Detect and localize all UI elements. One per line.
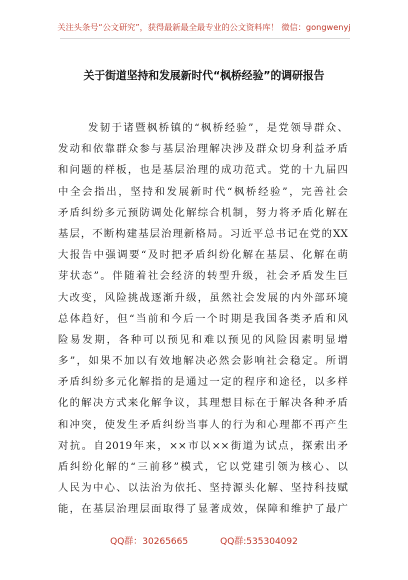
footer-qq-group-1: QQ群：30265665 [110,537,189,547]
body-line: 芽状态”。伴随着社会经济的转型升级，社会矛盾发生巨 [58,270,348,283]
body-line: 矛盾纠纷多元预防调处化解综合机制，努力将矛盾化解在 [58,206,348,219]
body-line: 中全会指出，坚持和发展新时代“枫桥经验”，完善社会 [58,185,348,198]
header-divider [60,38,350,39]
body-line: 能，在基层治理层面取得了显著成效，保障和维护了最广 [58,503,348,516]
body-line: 发动和依靠群众参与基层治理解决涉及群众切身利益矛盾 [58,143,348,156]
page-header-banner: 关注头条号“公文研究”，获得最新最全最专业的公文资料库！ 微信：gongwenyj [57,22,351,32]
body-line: 发韧于诸暨枫桥镇的“枫桥经验”，是党领导群众、 [88,122,348,134]
body-line: 和问题的样板，也是基层治理的成功范式。党的十九届四 [58,164,348,177]
body-line: 大改变，风险挑战逐渐升级，虽然社会发展的内外部环境 [58,291,348,304]
body-line: 和冲突，使发生矛盾纠纷当事人的行为和心理都不再产生 [58,418,348,431]
page-footer [0,534,408,547]
body-line: 化的解决方式来化解争议，其理想目标在于解决各种矛盾 [58,397,348,410]
body-line: 基层，不断构建基层治理新格局。习近平总书记在党的XX [58,227,348,240]
body-line: 大报告中强调要“及时把矛盾纠纷化解在基层、化解在萌 [58,249,348,262]
body-line: 矛盾纠纷多元化解指的是通过一定的程序和途径，以多样 [58,376,348,389]
document-title: 关于街道坚持和发展新时代“枫桥经验”的调研报告 [83,69,325,82]
body-line: 多”，如果不加以有效地解决必然会影响社会稳定。所谓 [58,355,348,368]
footer-qq-group-2: QQ群:535304092 [220,537,298,547]
body-line: 盾纠纷化解的“三前移”模式，它以党建引领为核心、以 [58,461,348,473]
body-line: 对抗。自2019年来，××市以××街道为试点，探索出矛 [58,439,348,452]
document-body [58,118,348,521]
body-line: 总体趋好，但“当前和今后一个时期是我国各类矛盾和风 [58,312,348,325]
body-line: 人民为中心、以法治为依托、坚持源头化解、坚持科技赋 [58,482,348,495]
body-line: 险易发期，各种可以预见和难以预见的风险因素明显增 [58,333,348,346]
